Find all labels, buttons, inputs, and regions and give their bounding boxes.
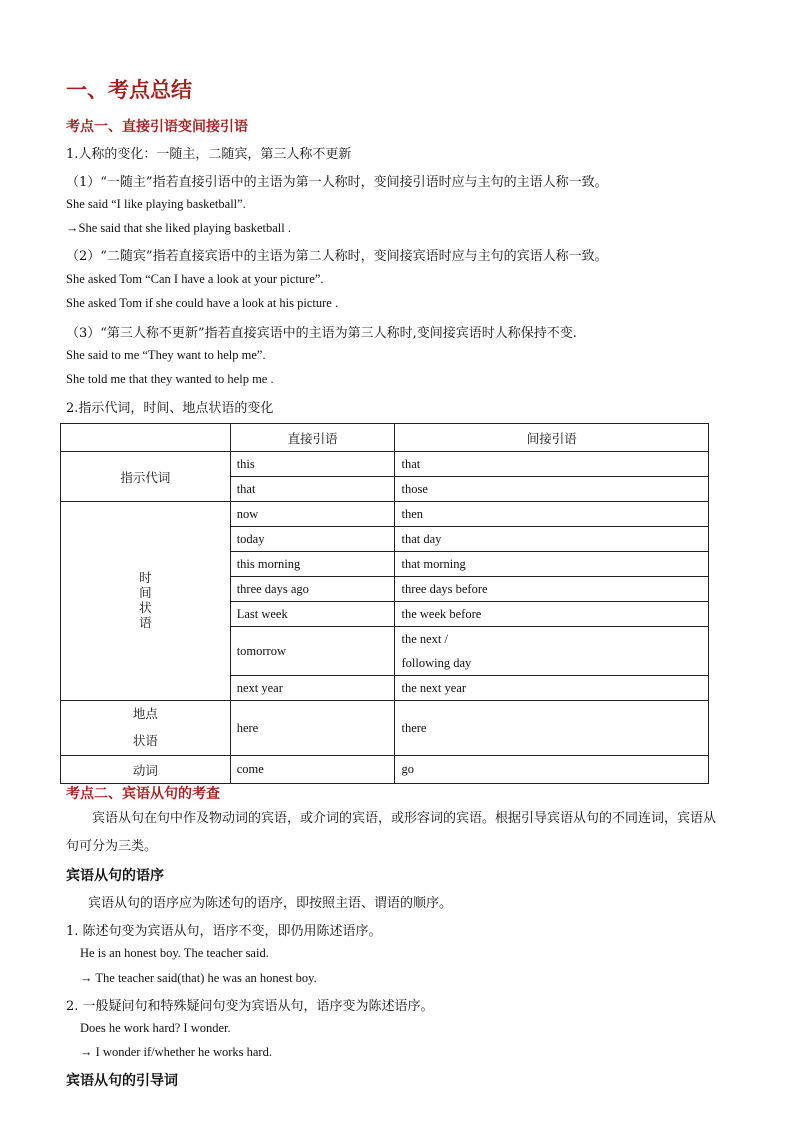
indirect-cell: that day [395, 527, 709, 552]
indirect-cell: three days before [395, 577, 709, 602]
table-row [61, 502, 709, 527]
indirect-cell: those [395, 477, 709, 502]
indirect-cell: the week before [395, 602, 709, 627]
direct-cell: today [230, 527, 395, 552]
header-direct: 直接引语 [230, 424, 395, 452]
point1-item1: 1.人称的变化：一随主，二随宾，第三人称不更新 [66, 147, 352, 162]
point1-sub2: （2）“二随宾”指若直接宾语中的主语为第二人称时，变间接宾语时应与主句的宾语人称一致。 [66, 249, 608, 264]
direct-cell: come [230, 756, 395, 784]
rule2: 2. 一般疑问句和特殊疑问句变为宾语从句，语序变为陈述语序。 [66, 999, 434, 1014]
direct-cell: that [230, 477, 395, 502]
group-place [61, 701, 231, 756]
point1-sub1: （1）“一随主”指若直接引语中的主语为第一人称时，变间接引语时应与主句的主语人称一致。 [66, 175, 608, 190]
example-3b: She told me that they wanted to help me . [66, 372, 274, 386]
example-1a: She said “I like playing basketball”. [66, 197, 246, 211]
indirect-cell: go [395, 756, 709, 784]
point1-sub3: （3）“第三人称不更新”指若直接宾语中的主语为第三人称时,变间接宾语时人称保持不变. [66, 326, 577, 341]
table-row [61, 701, 709, 756]
reported-speech-table [60, 423, 709, 784]
direct-cell: now [230, 502, 395, 527]
table-row [61, 756, 709, 784]
direct-cell: Last week [230, 602, 395, 627]
rule1-example-2: → The teacher said(that) he was an honest boy. [80, 971, 317, 985]
header-indirect: 间接引语 [395, 424, 709, 452]
direct-cell: tomorrow [230, 627, 395, 676]
direct-cell: three days ago [230, 577, 395, 602]
group-place-line-2: 状语 [132, 734, 158, 748]
table-row [61, 452, 709, 477]
rule1-example-1: He is an honest boy. The teacher said. [80, 946, 269, 960]
table-header-row [61, 424, 709, 452]
example-2a: She asked Tom “Can I have a look at your picture”. [66, 272, 324, 286]
indirect-cell [395, 627, 709, 676]
example-1b: →She said that she liked playing basketball . [66, 221, 291, 235]
group-time-label: 时间状语 [139, 571, 152, 630]
group-verb: 动词 [61, 756, 231, 784]
rule1: 1. 陈述句变为宾语从句，语序不变，即仍用陈述语序。 [66, 924, 382, 939]
rule2-example-1: Does he work hard? I wonder. [80, 1021, 231, 1035]
direct-cell: here [230, 701, 395, 756]
rule2-example-2: → I wonder if/whether he works hard. [80, 1045, 272, 1059]
indirect-cell: that [395, 452, 709, 477]
direct-cell: this morning [230, 552, 395, 577]
point2-intro: 宾语从句在句中作及物动词的宾语，或介词的宾语，或形容词的宾语。根据引导宾语从句的不同连词，宾语从句可分为三类。 [66, 811, 717, 854]
point2-title: 考点二、宾语从句的考查 [66, 786, 220, 802]
indirect-cell: then [395, 502, 709, 527]
indirect-cell: that morning [395, 552, 709, 577]
direct-cell: next year [230, 676, 395, 701]
example-3a: She said to me “They want to help me”. [66, 348, 266, 362]
header-empty-cell [61, 424, 231, 452]
section-title: 一、考点总结 [66, 78, 192, 102]
example-2b: She asked Tom if she could have a look at his picture . [66, 296, 339, 310]
conj-title: 宾语从句的引导词 [66, 1073, 178, 1089]
point1-title: 考点一、直接引语变间接引语 [66, 119, 248, 135]
point1-item2: 2.指示代词，时间、地点状语的变化 [66, 401, 274, 416]
group-place-line-1: 地点 [132, 707, 158, 721]
group-time [61, 502, 231, 701]
indirect-line-2: following day [401, 656, 472, 670]
group-demonstrative: 指示代词 [61, 452, 231, 502]
indirect-cell: the next year [395, 676, 709, 701]
direct-cell: this [230, 452, 395, 477]
indirect-line-1: the next / [401, 632, 448, 646]
order-intro: 宾语从句的语序应为陈述句的语序，即按照主语、谓语的顺序。 [88, 896, 453, 911]
order-title: 宾语从句的语序 [66, 868, 164, 884]
indirect-cell: there [395, 701, 709, 756]
